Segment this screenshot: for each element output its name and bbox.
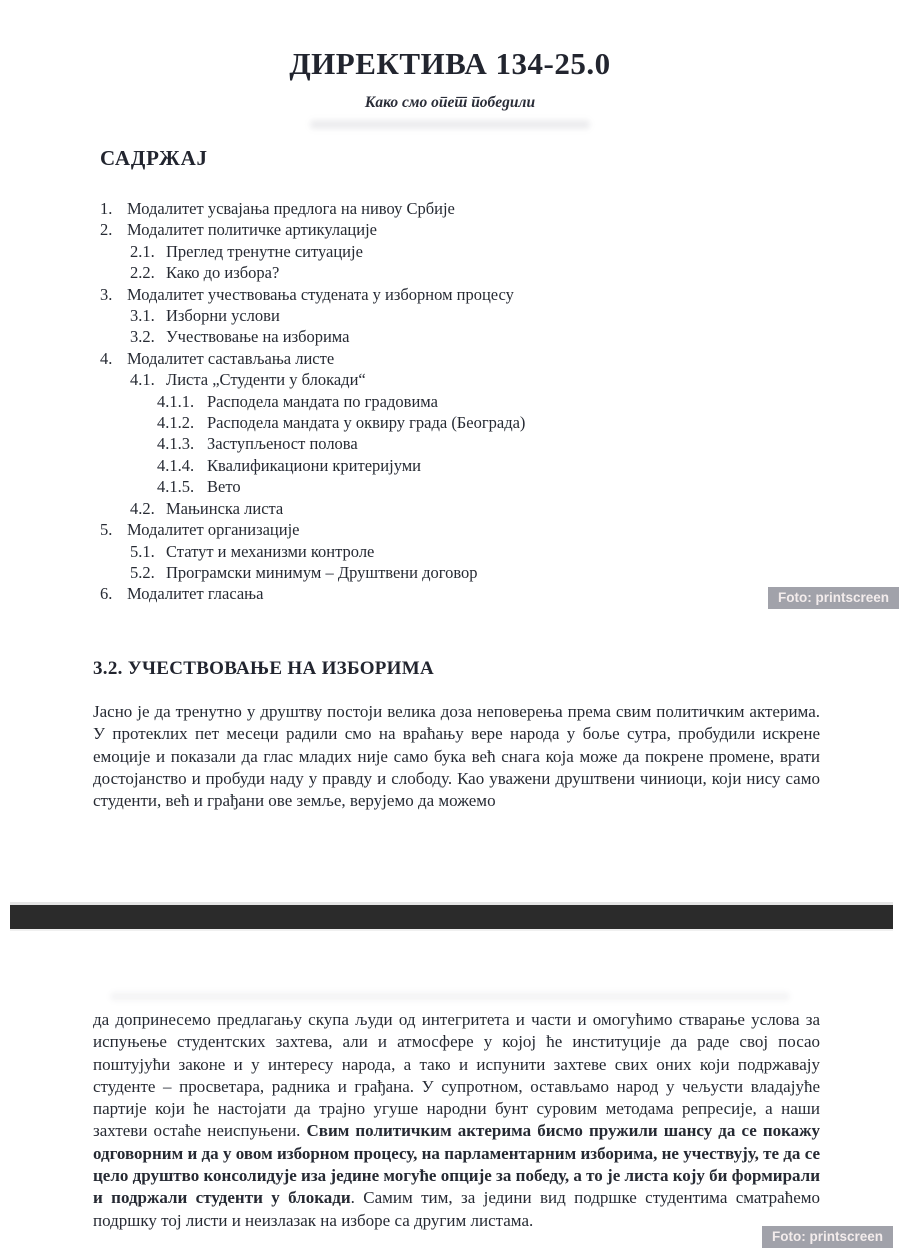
toc-item-number: 4.2.	[130, 498, 155, 518]
toc-item	[100, 348, 800, 369]
toc-item	[100, 541, 800, 562]
paragraph-text: да допринесемо предлагању скупа људи од интегритета и части и омогућимо стварање услова за испуњење студентских захтева, али и атмосфере у којој ће институције да раде свој посао поштујући законе и у интересу народа, а тако и испунити захтеве свих оних који подржавају студенте – просветара, радника и грађана. У супротном, остављамо народ у чељусти владајуће партије који ће настојати да трајно угуше народни бунт суровим методама репресије, а наши захтеви остаће неиспуњени.	[93, 1010, 820, 1141]
toc-heading: САДРЖАЈ	[100, 146, 208, 170]
paragraph	[93, 1009, 820, 1232]
toc-item-label: Учествовање на изборима	[166, 327, 350, 347]
document-title: ДИРЕКТИВА 134-25.0	[289, 46, 611, 81]
toc-item	[100, 498, 800, 519]
blurred-text-artifact	[110, 992, 790, 1001]
toc-item-number: 4.1.2.	[157, 413, 195, 433]
toc-item	[100, 562, 800, 583]
toc-item	[100, 369, 800, 390]
toc-item	[100, 326, 800, 347]
toc-item-number: 4.	[100, 348, 113, 368]
paragraph-text: . Самим тим, за једини вид подршке студентима сматраћемо подршку тој листи и неизлазак на изборе са другим листама.	[93, 1188, 821, 1230]
toc-item-label: Заступљеност полова	[207, 434, 358, 454]
toc-item	[100, 391, 800, 412]
toc-item-label: Мањинска листа	[166, 498, 284, 518]
toc-item-number: 4.1.	[130, 370, 155, 390]
toc-item	[100, 198, 800, 219]
toc-item	[100, 455, 800, 476]
blurred-text-artifact	[310, 120, 590, 129]
toc-item-number: 5.2.	[130, 562, 155, 582]
paragraph-bold-text: Свим политичким актерима бисмо пружили шансу да се покажу одговорним и да у овом изборном процесу, на парламентарним изборима, не учествују, те да се цело друштво консолидује иза једине могуће опције за победу, а то је листа коју би формирали и подржали студенти у блокади	[93, 1121, 820, 1208]
photo-credit-badge: Foto: printscreen	[768, 587, 899, 609]
toc-item-number: 2.2.	[130, 263, 155, 283]
toc-item-label: Изборни услови	[166, 306, 280, 326]
toc-item-label: Листа „Студенти у блокади“	[166, 370, 366, 390]
toc-item-label: Модалитет састављања листе	[127, 348, 335, 368]
toc-item-number: 5.1.	[130, 541, 155, 561]
toc-item	[100, 219, 800, 240]
toc-item-label: Модалитет политичке артикулације	[127, 220, 377, 240]
toc-item-number: 3.2.	[130, 327, 155, 347]
toc-item-number: 4.1.4.	[157, 455, 195, 475]
toc-item-label: Модалитет организације	[127, 520, 300, 540]
table-of-contents	[100, 198, 800, 605]
toc-item-label: Модалитет усвајања предлога на нивоу Србије	[127, 199, 455, 218]
toc-item-label: Квалификациони критеријуми	[207, 455, 422, 475]
toc-item-number: 2.	[100, 220, 113, 240]
toc-item-number: 6.	[100, 584, 113, 604]
toc-item-number: 1.	[100, 199, 113, 218]
toc-item-label: Како до избора?	[166, 263, 280, 283]
toc-item-label: Статут и механизми контроле	[166, 541, 375, 561]
toc-item	[100, 583, 800, 604]
toc-item-label: Вето	[207, 477, 241, 497]
toc-item-number: 4.1.1.	[157, 391, 195, 411]
toc-item	[100, 519, 800, 540]
toc-item-label: Преглед тренутне ситуације	[166, 241, 363, 261]
separator-bar	[10, 905, 893, 929]
toc-item-number: 3.	[100, 284, 113, 304]
toc-item-label: Модалитет учествовања студената у изборном процесу	[127, 284, 514, 304]
toc-item-number: 5.	[100, 520, 113, 540]
toc-item-label: Програмски минимум – Друштвени договор	[166, 562, 478, 582]
photo-credit-badge: Foto: printscreen	[762, 1226, 893, 1248]
toc-item-number: 4.1.5.	[157, 477, 195, 497]
toc-item	[100, 284, 800, 305]
toc-item	[100, 262, 800, 283]
toc-item	[100, 241, 800, 262]
toc-item	[100, 412, 800, 433]
toc-item-label: Модалитет гласања	[127, 584, 264, 604]
paragraph: Јасно је да тренутно у друштву постоји велика доза неповерења према свим политичким актерима. У протеклих пет месеци радили смо на враћању вере народа у боље сутра, пробудили искрене емоције и показали да глас младих није само бука већ снага која може да покрене промене, врати достојанство и пробуди наду у правду и слободу. Као уважени друштвени чиниоци, који нису само студенти, већ и грађани ове земље, верујемо да можемо	[93, 702, 820, 811]
toc-item	[100, 433, 800, 454]
section-heading: 3.2. УЧЕСТВОВАЊЕ НА ИЗБОРИМА	[93, 658, 435, 679]
toc-item	[100, 476, 800, 497]
document-subtitle: Како смо опет победили	[364, 94, 536, 111]
toc-item-label: Расподела мандата у оквиру града (Београда)	[207, 413, 526, 433]
toc-item-number: 3.1.	[130, 306, 155, 326]
toc-item-number: 4.1.3.	[157, 434, 195, 454]
toc-item-label: Расподела мандата по градовима	[207, 391, 438, 411]
toc-item	[100, 305, 800, 326]
toc-item-number: 2.1.	[130, 241, 155, 261]
